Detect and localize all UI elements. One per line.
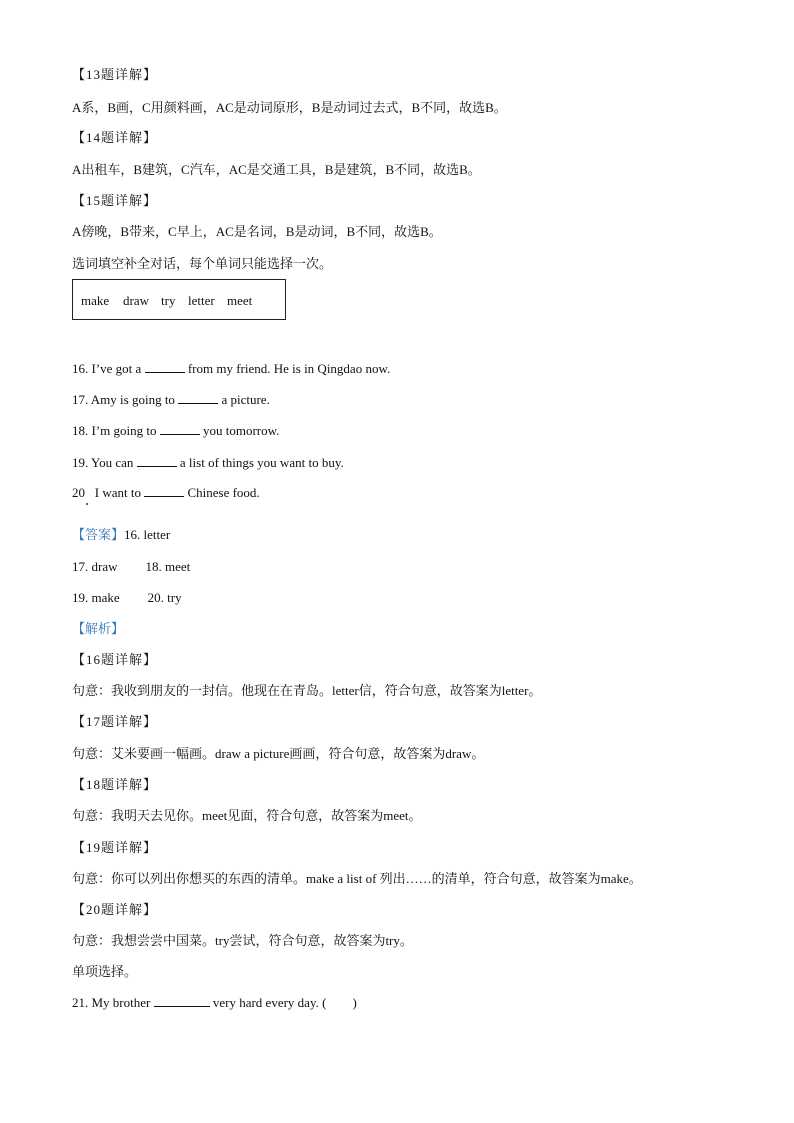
q18-header: 【18题详解】 — [72, 777, 158, 792]
q19-explanation: 句意：你可以列出你想买的东西的清单。make a list of 列出……的清单，符合句意，故答案为make。 — [72, 871, 642, 886]
answer-label: 【答案】 — [72, 527, 125, 542]
word-bank-item: try — [161, 293, 176, 308]
analysis-label: 【解析】 — [72, 621, 125, 636]
word-bank-box — [72, 279, 286, 320]
word-bank-item: make — [81, 293, 110, 308]
q17-header: 【17题详解】 — [72, 714, 158, 729]
word-bank-item: letter — [188, 293, 215, 308]
q16-header: 【16题详解】 — [72, 652, 158, 667]
answer-row-2: 17. draw 18. meet — [72, 559, 191, 574]
question-17: 17. Amy is going to a picture. — [72, 392, 270, 407]
q15-explanation: A傍晚，B带来，C早上，AC是名词，B是动词，B不同，故选B。 — [72, 224, 442, 239]
answer-blank — [144, 484, 184, 497]
answer-blank — [154, 994, 210, 1007]
q20-explanation: 句意：我想尝尝中国菜。try尝试，符合句意，故答案为try。 — [72, 933, 413, 948]
question-16: 16. I’ve got a from my friend. He is in Qingdao now. — [72, 361, 391, 376]
q13-header: 【13题详解】 — [72, 67, 158, 82]
q20-header: 【20题详解】 — [72, 902, 158, 917]
q18-explanation: 句意：我明天去见你。meet见面，符合句意，故答案为meet。 — [72, 808, 422, 823]
q16-explanation: 句意：我收到朋友的一封信。他现在在青岛。letter信，符合句意，故答案为letter。 — [72, 683, 542, 698]
q14-explanation: A出租车，B建筑，C汽车，AC是交通工具，B是建筑，B不同，故选B。 — [72, 162, 481, 177]
section-instruction: 选词填空补全对话，每个单词只能选择一次。 — [72, 256, 333, 271]
q15-header: 【15题详解】 — [72, 193, 158, 208]
question-21: 21. My brother very hard every day. ( ) — [72, 995, 357, 1010]
question-18: 18. I’m going to you tomorrow. — [72, 423, 280, 438]
question-19: 19. You can a list of things you want to buy. — [72, 455, 344, 470]
answer-row-1: 【答案】16. letter — [72, 527, 171, 542]
word-bank-item: meet — [227, 293, 253, 308]
answer-row-3: 19. make 20. try — [72, 590, 182, 605]
section-heading-single-choice: 单项选择。 — [72, 964, 138, 979]
answer-blank — [178, 391, 218, 404]
answer-blank — [137, 454, 177, 467]
stray-dot — [86, 503, 88, 505]
question-20: 20 I want to Chinese food. — [72, 485, 260, 500]
q14-header: 【14题详解】 — [72, 130, 158, 145]
word-bank-item: draw — [123, 293, 149, 308]
q17-explanation: 句意：艾米要画一幅画。draw a picture画画，符合句意，故答案为draw。 — [72, 746, 485, 761]
answer-blank — [145, 360, 185, 373]
q19-header: 【19题详解】 — [72, 840, 158, 855]
q13-explanation: A系，B画，C用颜料画，AC是动词原形，B是动词过去式，B不同，故选B。 — [72, 100, 507, 115]
answer-blank — [160, 422, 200, 435]
